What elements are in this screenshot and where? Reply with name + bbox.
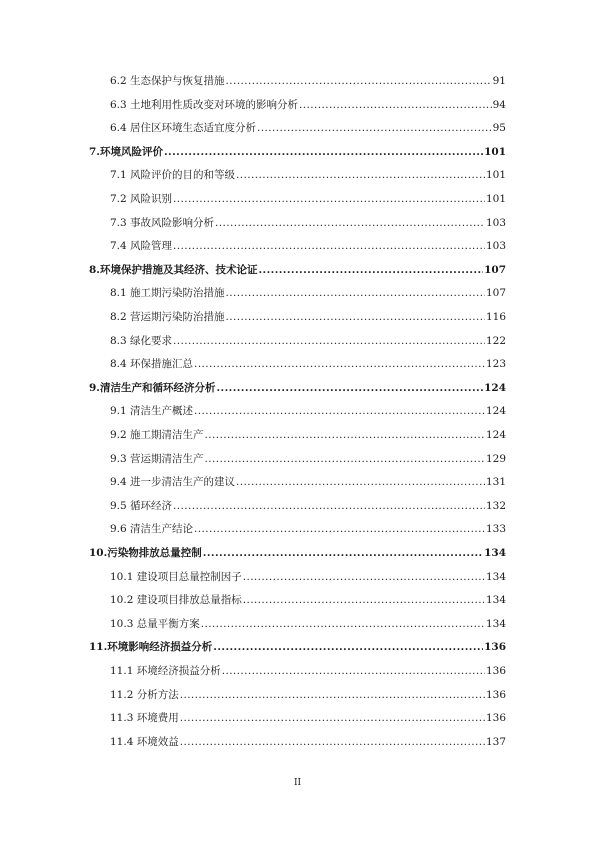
toc-section-entry[interactable] — [110, 237, 506, 255]
toc-section-entry[interactable] — [110, 520, 506, 538]
toc-entry-title: 10.1 建设项目总量控制因子 — [110, 570, 242, 583]
toc-entry-page-number: 134 — [485, 570, 506, 583]
toc-entry-title: 11.2 分析方法 — [110, 688, 179, 701]
toc-section-entry[interactable] — [110, 284, 506, 302]
toc-dot-leader — [194, 520, 485, 538]
toc-entry-page-number: 101 — [485, 169, 506, 182]
toc-dot-leader — [173, 332, 485, 350]
toc-entry-title: 7.4 风险管理 — [110, 240, 173, 253]
toc-dot-leader — [226, 284, 485, 302]
toc-section-entry[interactable] — [110, 119, 506, 137]
toc-entry-page-number: 137 — [485, 735, 506, 748]
toc-entry-page-number: 107 — [485, 287, 506, 300]
toc-entry-title: 9.4 进一步清洁生产的建议 — [110, 476, 236, 489]
toc-entry-page-number: 91 — [492, 75, 506, 87]
toc-entry-page-number: 132 — [485, 499, 506, 512]
toc-dot-leader — [243, 568, 485, 586]
toc-dot-leader — [173, 237, 485, 255]
toc-dot-leader — [222, 662, 485, 680]
toc-section-entry[interactable] — [110, 568, 506, 586]
toc-section-entry[interactable] — [110, 615, 506, 633]
toc-section-entry[interactable] — [110, 214, 506, 232]
toc-section-entry[interactable] — [110, 473, 506, 491]
toc-entry-page-number: 136 — [485, 688, 506, 701]
toc-entry-page-number: 107 — [484, 263, 506, 276]
toc-section-entry[interactable] — [110, 355, 506, 373]
toc-entry-title: 7.1 风险评价的目的和等级 — [110, 169, 236, 182]
toc-entry-title: 6.2 生态保护与恢复措施 — [110, 75, 225, 87]
toc-dot-leader — [236, 166, 485, 184]
toc-entry-title: 11.环境影响经济损益分析 — [89, 641, 213, 654]
toc-section-entry[interactable] — [110, 450, 506, 468]
toc-dot-leader — [194, 355, 485, 373]
toc-entry-page-number: 129 — [485, 452, 506, 465]
toc-entry-title: 7.3 事故风险影响分析 — [110, 216, 215, 229]
toc-dot-leader — [173, 190, 485, 208]
toc-dot-leader — [205, 450, 485, 468]
toc-entry-title: 9.2 施工期清洁生产 — [110, 429, 204, 441]
toc-section-entry[interactable] — [110, 686, 506, 704]
toc-chapter-entry[interactable] — [89, 544, 506, 562]
toc-entry-page-number: 124 — [484, 381, 506, 394]
toc-entry-page-number: 116 — [485, 311, 506, 323]
toc-entry-page-number: 131 — [485, 476, 506, 489]
toc-section-entry[interactable] — [110, 591, 506, 609]
toc-section-entry[interactable] — [110, 709, 506, 727]
toc-dot-leader — [180, 709, 485, 727]
toc-entry-page-number: 103 — [485, 216, 506, 229]
toc-entry-title: 10.2 建设项目排放总量指标 — [110, 594, 242, 607]
toc-dot-leader — [180, 686, 485, 704]
toc-entry-title: 9.3 营运期清洁生产 — [110, 452, 204, 465]
toc-dot-leader — [203, 544, 483, 562]
toc-entry-title: 8.3 绿化要求 — [110, 334, 173, 347]
toc-dot-leader — [194, 402, 485, 420]
toc-section-entry[interactable] — [110, 332, 506, 350]
toc-entry-page-number: 133 — [485, 523, 506, 536]
toc-dot-leader — [215, 214, 485, 232]
toc-entry-page-number: 134 — [484, 547, 506, 559]
toc-entry-page-number: 94 — [492, 98, 506, 111]
toc-entry-page-number: 134 — [485, 617, 506, 630]
toc-entry-page-number: 134 — [485, 594, 506, 607]
toc-dot-leader — [180, 733, 485, 751]
toc-entry-title: 6.4 居住区环境生态适宜度分析 — [110, 122, 257, 135]
toc-entry-page-number: 136 — [485, 712, 506, 725]
toc-section-entry[interactable] — [110, 426, 506, 444]
toc-entry-page-number: 95 — [492, 122, 506, 135]
toc-entry-page-number: 101 — [485, 193, 506, 205]
toc-dot-leader — [213, 638, 483, 656]
toc-entry-title: 8.1 施工期污染防治措施 — [110, 287, 225, 300]
toc-dot-leader — [205, 426, 485, 444]
page-number: II — [293, 778, 302, 788]
toc-chapter-entry[interactable] — [89, 261, 506, 279]
toc-chapter-entry[interactable] — [89, 379, 506, 397]
toc-entry-page-number: 103 — [485, 240, 506, 253]
toc-entry-title: 8.环境保护措施及其经济、技术论证 — [89, 263, 258, 276]
toc-dot-leader — [236, 473, 485, 491]
toc-dot-leader — [299, 96, 492, 114]
toc-dot-leader — [201, 615, 485, 633]
toc-entry-title: 11.3 环境费用 — [110, 712, 179, 725]
toc-entry-page-number: 136 — [484, 641, 506, 654]
toc-entry-page-number: 124 — [485, 429, 506, 441]
toc-dot-leader — [258, 261, 483, 279]
toc-entry-title: 10.污染物排放总量控制 — [89, 547, 202, 559]
toc-section-entry[interactable] — [110, 72, 506, 90]
toc-entry-page-number: 124 — [485, 405, 506, 418]
toc-entry-title: 9.6 清洁生产结论 — [110, 523, 194, 536]
toc-entry-title: 6.3 土地利用性质改变对环境的影响分析 — [110, 98, 299, 111]
toc-dot-leader — [257, 119, 492, 137]
toc-dot-leader — [243, 591, 485, 609]
toc-entry-title: 8.2 营运期污染防治措施 — [110, 311, 225, 323]
toc-entry-title: 10.3 总量平衡方案 — [110, 617, 200, 630]
toc-entry-title: 7.2 风险识别 — [110, 193, 173, 205]
toc-dot-leader — [216, 379, 483, 397]
toc-entry-page-number: 136 — [485, 665, 506, 677]
toc-dot-leader — [226, 308, 485, 326]
toc-section-entry[interactable] — [110, 662, 506, 680]
toc-dot-leader — [173, 497, 485, 515]
toc-section-entry[interactable] — [110, 96, 506, 114]
toc-entry-page-number: 122 — [485, 334, 506, 347]
toc-section-entry[interactable] — [110, 733, 506, 751]
toc-entry-title: 11.4 环境效益 — [110, 735, 179, 748]
toc-entry-page-number: 123 — [485, 358, 506, 371]
toc-entry-title: 7.环境风险评价 — [89, 145, 163, 158]
toc-entry-title: 11.1 环境经济损益分析 — [110, 665, 221, 677]
toc-dot-leader — [226, 72, 492, 90]
toc-entry-title: 9.5 循环经济 — [110, 499, 173, 512]
toc-entry-title: 9.清洁生产和循环经济分析 — [89, 381, 216, 394]
toc-section-entry[interactable] — [110, 190, 506, 208]
toc-section-entry[interactable] — [110, 497, 506, 515]
toc-entry-title: 8.4 环保措施汇总 — [110, 358, 194, 371]
toc-section-entry[interactable] — [110, 308, 506, 326]
toc-chapter-entry[interactable] — [89, 143, 506, 161]
toc-chapter-entry[interactable] — [89, 638, 506, 656]
toc-entry-page-number: 101 — [484, 145, 506, 158]
toc-dot-leader — [164, 143, 483, 161]
toc-section-entry[interactable] — [110, 166, 506, 184]
toc-entry-title: 9.1 清洁生产概述 — [110, 405, 194, 418]
toc-section-entry[interactable] — [110, 402, 506, 420]
